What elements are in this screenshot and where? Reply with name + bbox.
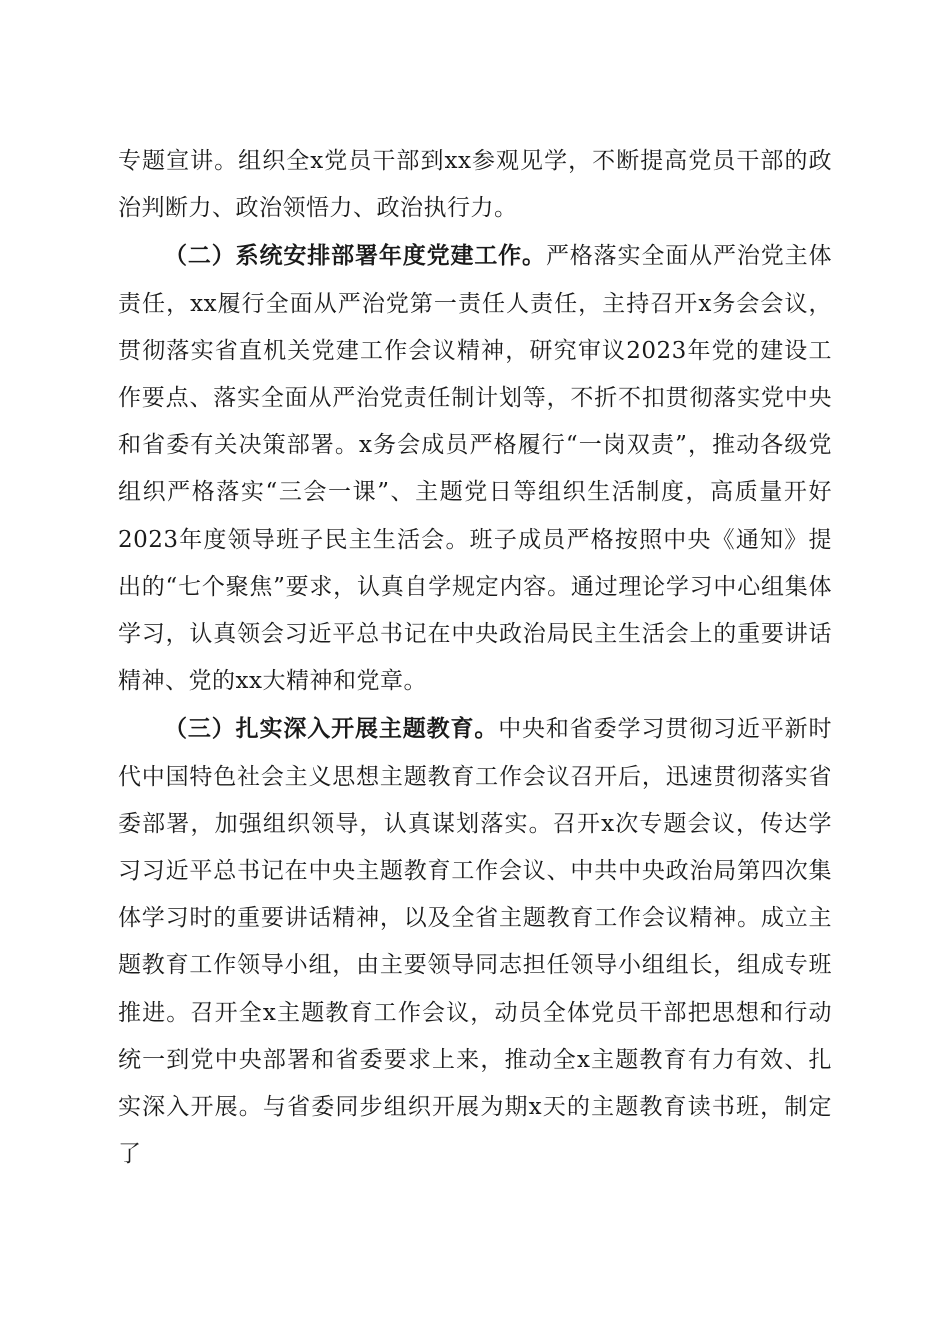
document-body [118,138,832,1178]
paragraph-text: 严格落实全面从严治党主体责任，xx履行全面从严治党第一责任人责任，主持召开x务会会议，贯彻落实省直机关党建工作会议精神，研究审议2023年党的建设工作要点、落实全面从严治党责任制计划等，不折不扣贯彻落实党中央和省委有关决策部署。x务会成员严格履行“一岗双责”，推动各级党组织严格落实“三会一课”、主题党日等组织生活制度，高质量开好2023年度领导班子民主生活会。班子成员严格按照中央《通知》提出的“七个聚焦”要求，认真自学规定内容。通过理论学习中心组集体学习，认真领会习近平总书记在中央政治局民主生活会上的重要讲话精神、党的xx大精神和党章。 [118,243,833,695]
section-heading-2: （二）系统安排部署年度党建工作。 [164,242,546,270]
paragraph-party-building [118,232,832,705]
paragraph-theme-education [118,705,832,1178]
paragraph-text: 中央和省委学习贯彻习近平新时代中国特色社会主义思想主题教育工作会议召开后，迅速贯彻落实省委部署，加强组织领导，认真谋划落实。召开x次专题会议，传达学习习近平总书记在中央主题教育工作会议、中共中央政治局第四次集体学习时的重要讲话精神，以及全省主题教育工作会议精神。成立主题教育工作领导小组，由主要领导同志担任领导小组组长，组成专班推进。召开全x主题教育工作会议，动员全体党员干部把思想和行动统一到党中央部署和省委要求上来，推动全x主题教育有力有效、扎实深入开展。与省委同步组织开展为期x天的主题教育读书班，制定了 [118,716,833,1168]
section-heading-3: （三）扎实深入开展主题教育。 [164,715,499,743]
paragraph-text: 专题宣讲。组织全x党员干部到xx参观见学，不断提高党员干部的政治判断力、政治领悟力、政治执行力。 [118,148,832,222]
paragraph-continuation [118,138,832,232]
